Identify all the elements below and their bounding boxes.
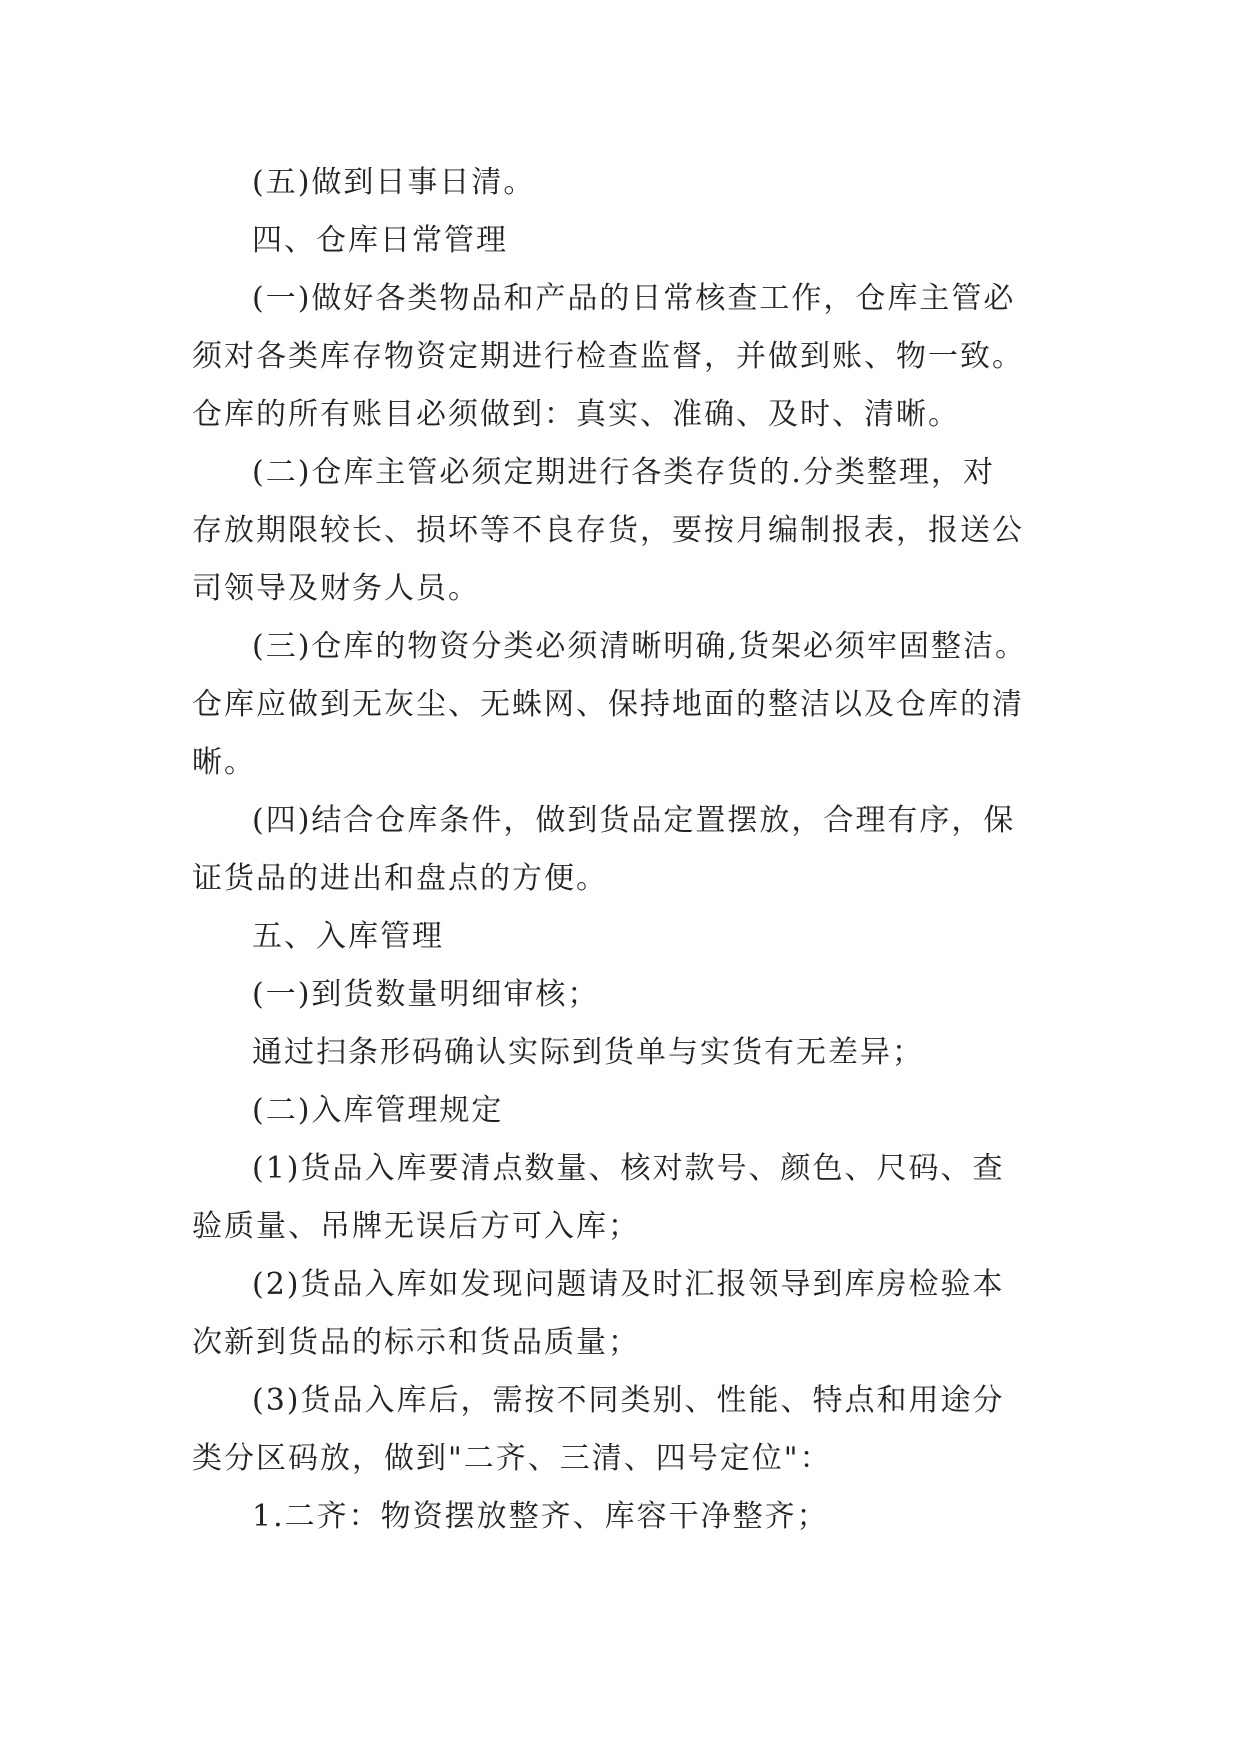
text-line: (3)货品入库后，需按不同类别、性能、特点和用途分 xyxy=(252,1383,1005,1418)
text-line: 五、入库管理 xyxy=(252,919,444,954)
text-line: 司领导及财务人员。 xyxy=(192,571,480,606)
text-line: 须对各类库存物资定期进行检查监督，并做到账、物一致。 xyxy=(192,339,1024,374)
text-line: 证货品的进出和盘点的方便。 xyxy=(192,861,608,896)
text-line: 验质量、吊牌无误后方可入库； xyxy=(192,1209,640,1244)
document-body xyxy=(192,154,1072,1546)
text-line: 次新到货品的标示和货品质量； xyxy=(192,1325,640,1360)
text-line: (五)做到日事日清。 xyxy=(252,165,536,200)
text-line: (一)做好各类物品和产品的日常核查工作，仓库主管必 xyxy=(252,281,1016,316)
text-line: 仓库的所有账目必须做到：真实、准确、及时、清晰。 xyxy=(192,397,960,432)
text-line: 存放期限较长、损坏等不良存货，要按月编制报表，报送公 xyxy=(192,513,1024,548)
text-line: (二)仓库主管必须定期进行各类存货的.分类整理，对 xyxy=(252,455,995,490)
text-line: 通过扫条形码确认实际到货单与实货有无差异； xyxy=(252,1035,924,1070)
text-line: 四、仓库日常管理 xyxy=(252,223,508,258)
text-line: 类分区码放，做到"二齐、三清、四号定位"： xyxy=(192,1441,832,1476)
text-line: (2)货品入库如发现问题请及时汇报领导到库房检验本 xyxy=(252,1267,1005,1302)
text-line: (1)货品入库要清点数量、核对款号、颜色、尺码、查 xyxy=(252,1151,1005,1186)
text-line: (二)入库管理规定 xyxy=(252,1093,504,1128)
text-line: 晰。 xyxy=(192,745,256,780)
text-line: (四)结合仓库条件，做到货品定置摆放，合理有序，保 xyxy=(252,803,1016,838)
text-line: 仓库应做到无灰尘、无蛛网、保持地面的整洁以及仓库的清 xyxy=(192,687,1024,722)
text-line: 1.二齐：物资摆放整齐、库容干净整齐； xyxy=(252,1499,829,1534)
text-line: (一)到货数量明细审核； xyxy=(252,977,600,1012)
text-line: (三)仓库的物资分类必须清晰明确,货架必须牢固整洁。 xyxy=(252,629,1027,664)
